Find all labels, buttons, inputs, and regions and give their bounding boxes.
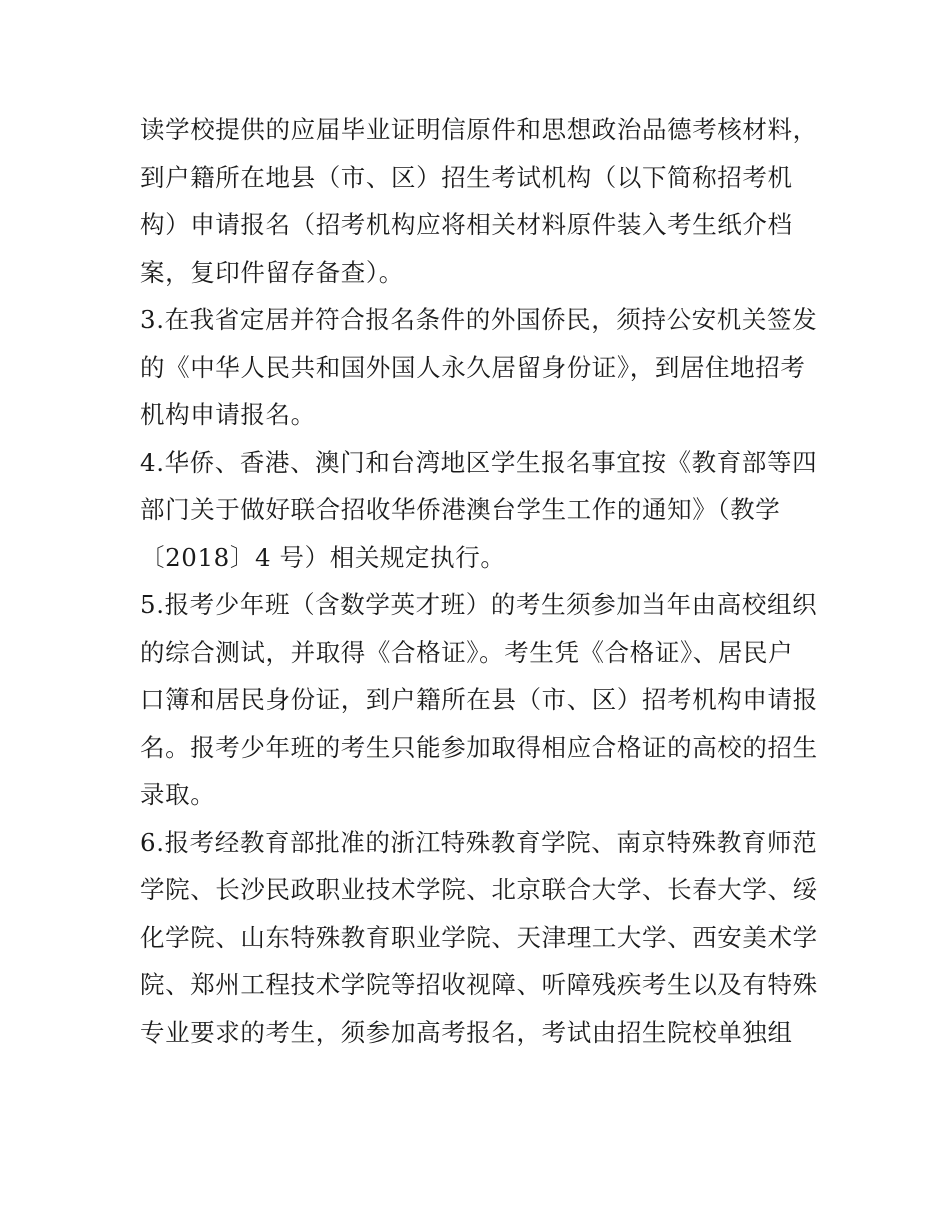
text-line: 5.报考少年班（含数学英才班）的考生须参加当年由高校组织 bbox=[140, 590, 818, 619]
text-line: 6.报考经教育部批准的浙江特殊教育学院、南京特殊教育师范 bbox=[140, 827, 818, 857]
text-line: 4.华侨、香港、澳门和台湾地区学生报名事宜按《教育部等四 bbox=[140, 447, 818, 477]
text-line: 录取。 bbox=[140, 780, 216, 809]
text-line: 案，复印件留存备查）。 bbox=[140, 257, 404, 287]
text-line: 口簿和居民身份证，到户籍所在县（市、区）招考机构申请报 bbox=[140, 685, 818, 714]
document-body bbox=[140, 106, 820, 1056]
text-line: 名。报考少年班的考生只能参加取得相应合格证的高校的招生 bbox=[140, 732, 818, 762]
text-line: 化学院、山东特殊教育职业学院、天津理工大学、西安美术学 bbox=[140, 922, 818, 952]
text-line: 部门关于做好联合招收华侨港澳台学生工作的通知》（教学 bbox=[140, 495, 781, 524]
text-line: 专业要求的考生，须参加高考报名，考试由招生院校单独组 bbox=[140, 1017, 793, 1047]
text-line: 3.在我省定居并符合报名条件的外国侨民，须持公安机关签发 bbox=[140, 305, 818, 334]
text-line: 的《中华人民共和国外国人永久居留身份证》，到居住地招考 bbox=[140, 352, 806, 382]
text-line: 学院、长沙民政职业技术学院、北京联合大学、长春大学、绥 bbox=[140, 875, 818, 904]
text-line: 到户籍所在地县（市、区）招生考试机构（以下简称招考机 bbox=[140, 162, 793, 192]
text-line: 读学校提供的应届毕业证明信原件和思想政治品德考核材料， bbox=[140, 115, 818, 144]
text-line: 院、郑州工程技术学院等招收视障、听障残疾考生以及有特殊 bbox=[140, 970, 818, 999]
text-line: 〔2018〕4 号）相关规定执行。 bbox=[140, 542, 506, 572]
text-line: 的综合测试，并取得《合格证》。考生凭《合格证》、居民户 bbox=[140, 637, 794, 667]
text-line: 构）申请报名（招考机构应将相关材料原件装入考生纸介档 bbox=[140, 210, 793, 239]
text-line: 机构申请报名。 bbox=[140, 400, 316, 429]
